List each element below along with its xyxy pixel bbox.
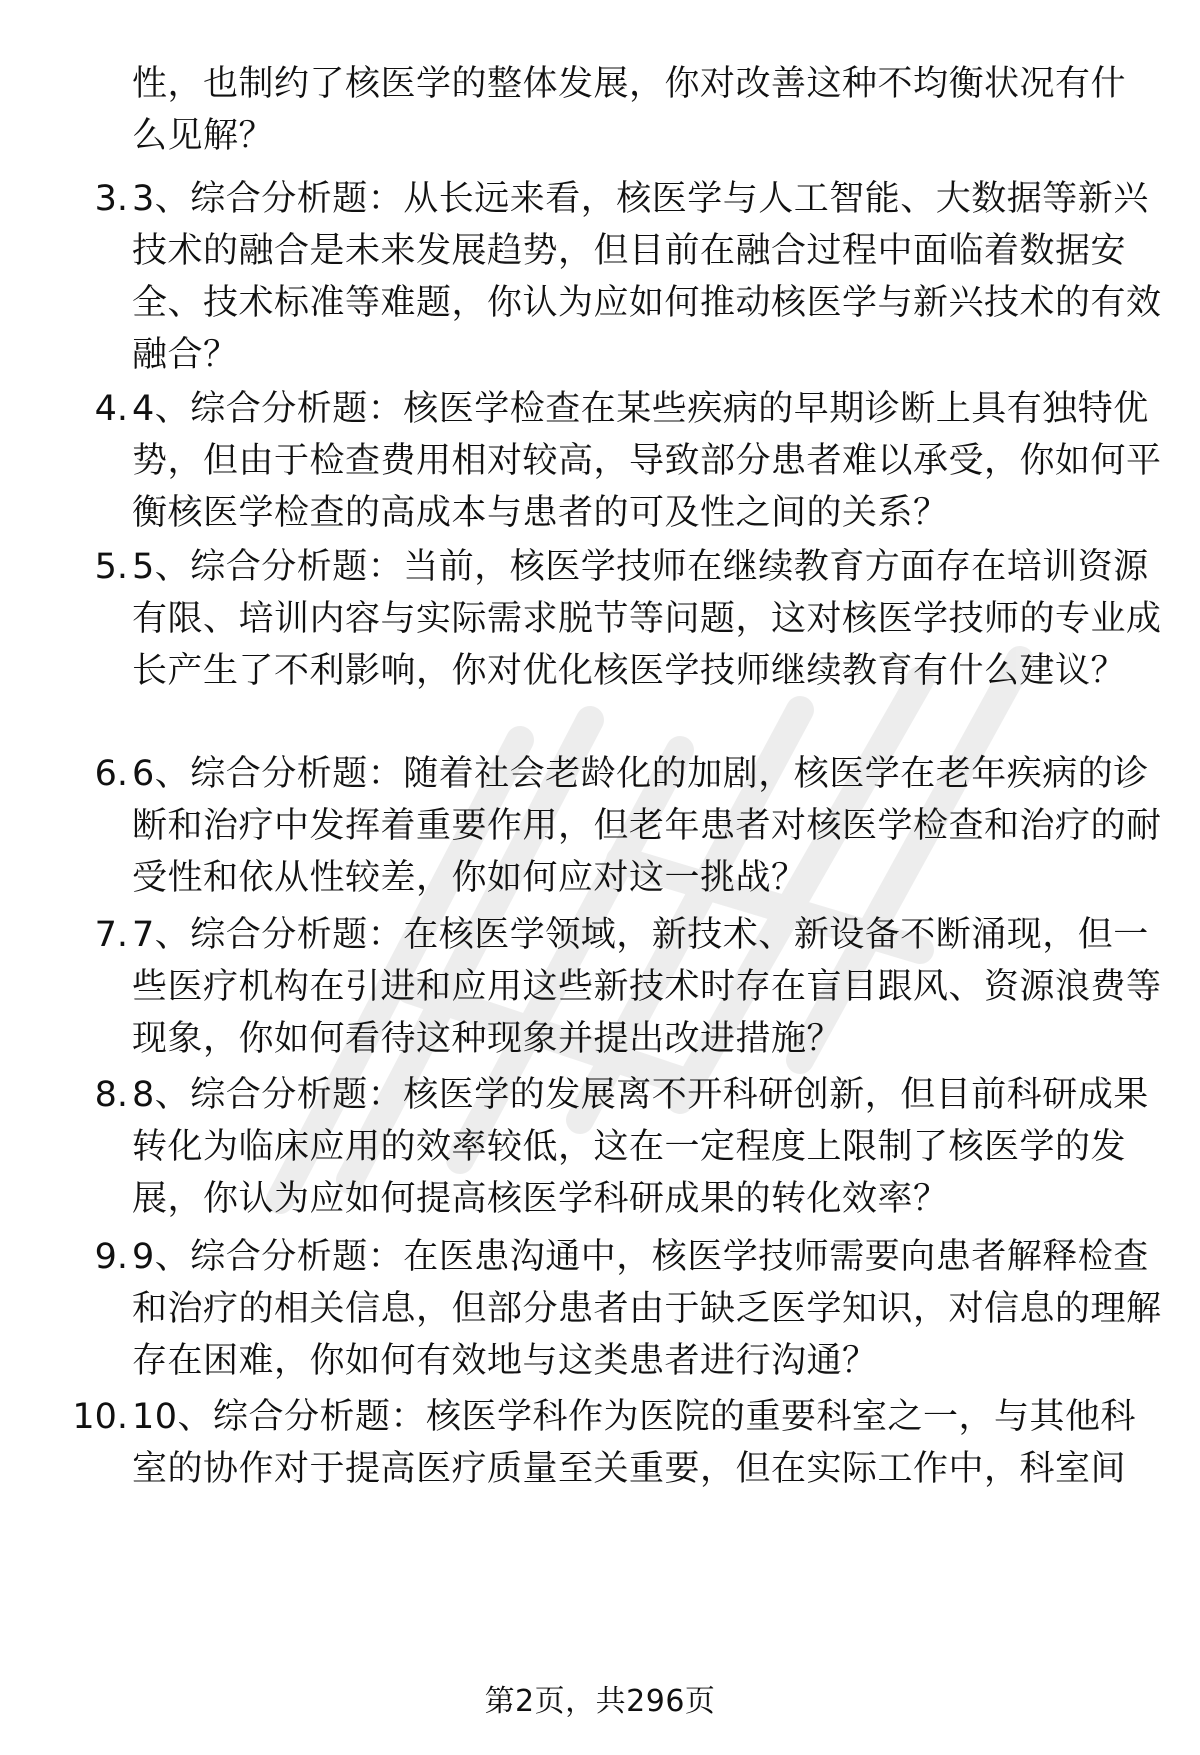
list-item-number: 4.: [94, 389, 128, 429]
list-item-number: 5.: [94, 547, 128, 587]
list-item-number: 10.: [72, 1397, 128, 1437]
list-item-text: 4、综合分析题：核医学检查在某些疾病的早期诊断上具有独特优势，但由于检查费用相对较高，导致部分患者难以承受，你如何平衡核医学检查的高成本与患者的可及性之间的关系？: [132, 389, 1162, 533]
list-item-number: 3.: [94, 179, 128, 219]
list-item-text: 6、综合分析题：随着社会老龄化的加剧，核医学在老年疾病的诊断和治疗中发挥着重要作用，但老年患者对核医学检查和治疗的耐受性和依从性较差，你如何应对这一挑战？: [132, 754, 1162, 898]
list-item-text: 10、综合分析题：核医学科作为医院的重要科室之一，与其他科室的协作对于提高医疗质量至关重要，但在实际工作中，科室间: [132, 1397, 1137, 1489]
list-item-text: 7、综合分析题：在核医学领域，新技术、新设备不断涌现，但一些医疗机构在引进和应用这些新技术时存在盲目跟风、资源浪费等现象，你如何看待这种现象并提出改进措施？: [132, 915, 1162, 1059]
list-item-text: 5、综合分析题：当前，核医学技师在继续教育方面存在培训资源有限、培训内容与实际需求脱节等问题，这对核医学技师的专业成长产生了不利影响，你对优化核医学技师继续教育有什么建议？: [132, 547, 1162, 691]
list-item-number: 6.: [94, 754, 128, 794]
list-item-text: 8、综合分析题：核医学的发展离不开科研创新，但目前科研成果转化为临床应用的效率较低，这在一定程度上限制了核医学的发展，你认为应如何提高核医学科研成果的转化效率？: [132, 1075, 1149, 1219]
continuation-paragraph: 性，也制约了核医学的整体发展，你对改善这种不均衡状况有什么见解？: [132, 64, 1127, 156]
page-footer: 第2页，共296页: [484, 1684, 716, 1719]
list-item-number: 7.: [94, 915, 128, 955]
list-item-text: 9、综合分析题：在医患沟通中，核医学技师需要向患者解释检查和治疗的相关信息，但部分患者由于缺乏医学知识，对信息的理解存在困难，你如何有效地与这类患者进行沟通？: [132, 1237, 1162, 1381]
list-item-number: 9.: [94, 1237, 128, 1277]
list-item-text: 3、综合分析题：从长远来看，核医学与人工智能、大数据等新兴技术的融合是未来发展趋势，但目前在融合过程中面临着数据安全、技术标准等难题，你认为应如何推动核医学与新兴技术的有效融合？: [132, 179, 1162, 375]
list-item-number: 8.: [94, 1075, 128, 1115]
